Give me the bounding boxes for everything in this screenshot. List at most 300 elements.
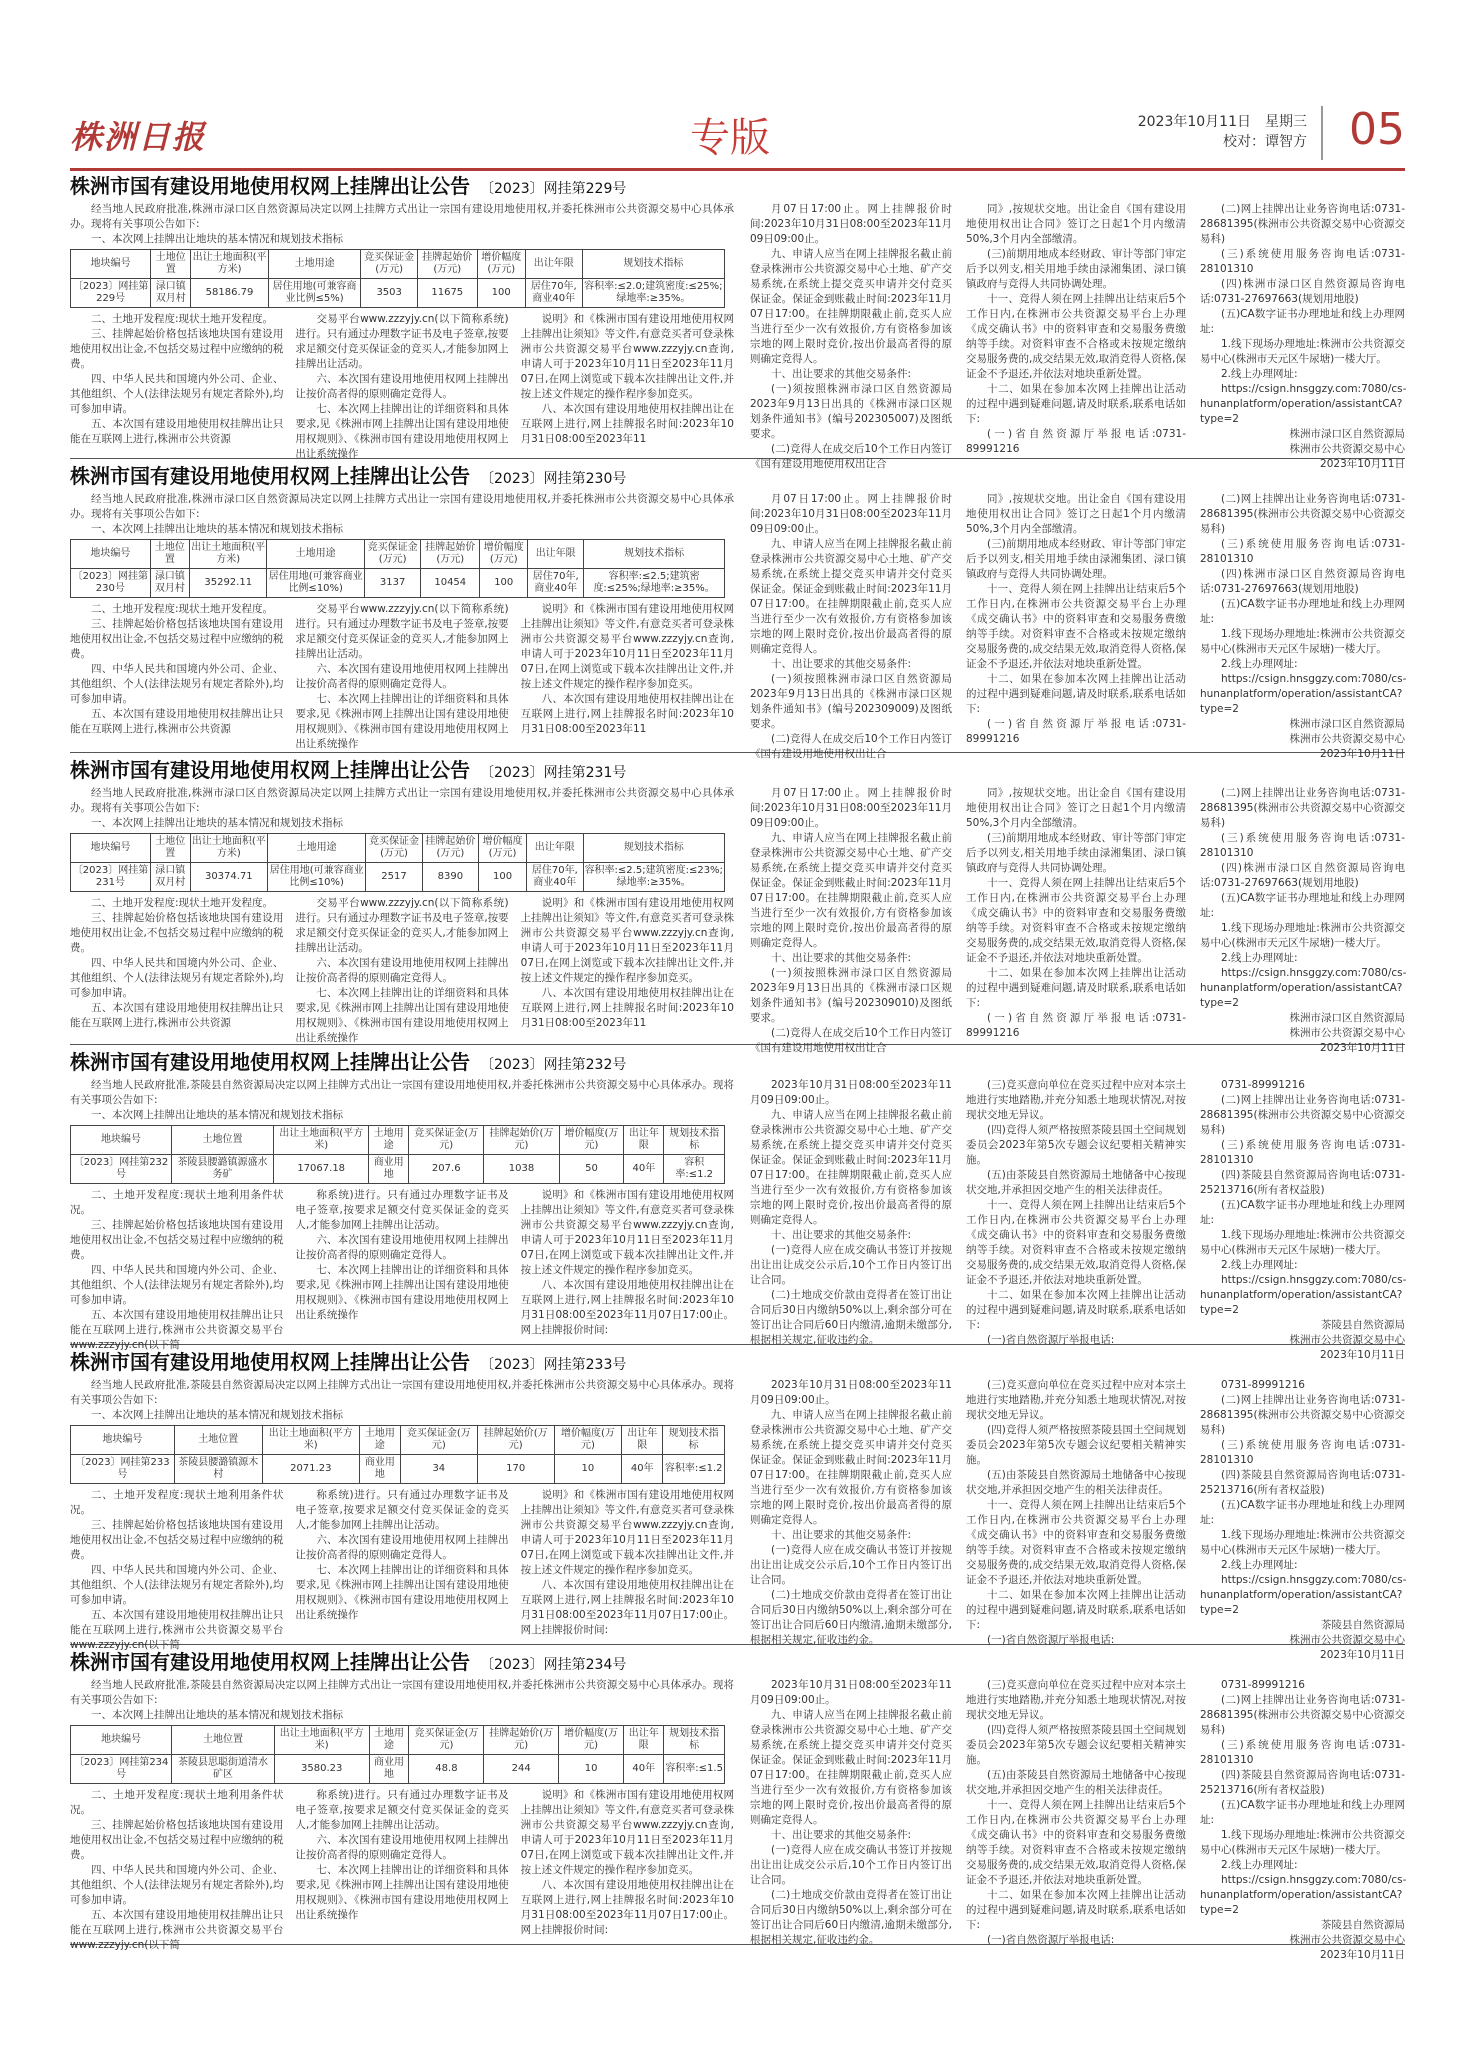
- notice-column-2: [750, 1378, 952, 1646]
- paragraph: 称系统)进行。只有通过办理数字证书及电子签章,按要求足额交付竞买保证金的竞买人,才能参加网上挂牌出让活动。: [295, 1489, 509, 1531]
- paragraph: 二、土地开发程度:现状土地利用条件状况。: [70, 1489, 284, 1516]
- table-cell: 58186.79: [191, 279, 269, 308]
- paragraph: 五、本次国有建设用地使用权挂牌出让只能在互联网上进行,株洲市公共资源: [70, 418, 284, 445]
- notice-intro: 经当地人民政府批准,株洲市渌口区自然资源局决定以网上挂牌方式出让一宗国有建设用地使用权,并委托株洲市公共资源交易中心具体承办。现将有关事项公告如下:: [70, 787, 734, 814]
- table-cell: 居住70年,商业40年: [525, 279, 582, 308]
- paragraph: 交易平台www.zzzyjy.cn(以下简称系统)进行。只有通过办理数字证书及电子签章,按要求足额交付竞买保证金的竞买人,才能参加网上挂牌出让活动。: [295, 897, 509, 954]
- notice-column-3: [966, 1078, 1187, 1346]
- paragraph: 说明》和《株洲市国有建设用地使用权网上挂牌出让须知》等文件,有意竞买者可登录株洲市公共资源交易平台www.zzzyjy.cn查询,申请人可于2023年10月11日至2023年11月07日,在网上浏览或下载本次挂牌出让文件,并按上述文件规定的操作程序参加竞买。: [520, 1789, 734, 1876]
- table-caption: 一、本次网上挂牌出让地块的基本情况和规划技术指标: [91, 817, 343, 829]
- paragraph: 十、出让要求的其他交易条件:: [771, 658, 912, 670]
- notice-column-4: [1200, 786, 1407, 1054]
- paragraph: (一)竞得人应在成交确认书签订并按规出让出让成交公示后,10个工作日内签订出让合同。: [750, 1844, 952, 1886]
- table-header-cell: 出让年限: [528, 540, 584, 569]
- table-cell: 商业用地: [369, 1155, 409, 1184]
- masthead-divider: [1321, 106, 1323, 160]
- table-cell: 茶陵县腰潞镇源木村: [174, 1455, 262, 1484]
- table-cell: 35292.11: [190, 569, 267, 598]
- table-header-cell: 规划技术指标: [583, 834, 725, 863]
- paragraph: (五)CA数字证书办理地址和线上办理网址:: [1200, 1199, 1405, 1226]
- table-cell: 30374.71: [190, 863, 267, 892]
- subcolumn-right: [521, 1488, 734, 1653]
- paragraph: 1.线下现场办理地址:株洲市公共资源交易中心(株洲市天元区牛尿塘)一楼大厅。: [1200, 628, 1405, 655]
- paragraph: 二、土地开发程度:现状土地开发程度。: [91, 897, 274, 909]
- paragraph: (一)省自然资源厅举报电话:0731-89991216: [966, 718, 1186, 745]
- table-cell: 居住70年,商业40年: [528, 569, 584, 598]
- notice-230: [70, 462, 1407, 760]
- table-cell: 容积率:≤1.2: [663, 1455, 725, 1484]
- table-header-cell: 出让年限: [624, 1726, 664, 1755]
- table-cell: 〔2023〕网挂第229号: [71, 279, 151, 308]
- paragraph: 五、本次国有建设用地使用权挂牌出让只能在互联网上进行,株洲市公共资源交易平台www.zzzyjy.cn(以下简: [70, 1909, 284, 1951]
- signature-date: 2023年10月11日: [1320, 1042, 1405, 1054]
- table-row: [71, 1155, 725, 1184]
- table-header-cell: 地块编号: [71, 250, 151, 279]
- table-row: [71, 279, 725, 308]
- table-cell: 100: [479, 863, 527, 892]
- paragraph: 六、本次国有建设用地使用权网上挂牌出让按价高者得的原则确定竞得人。: [295, 663, 509, 690]
- notice-number: 〔2023〕网挂第229号: [480, 181, 627, 197]
- land-parcel-table: [70, 1125, 725, 1184]
- notice-column-2: [750, 1678, 952, 1946]
- paragraph: 称系统)进行。只有通过办理数字证书及电子签章,按要求足额交付竞买保证金的竞买人,才能参加网上挂牌出让活动。: [295, 1789, 509, 1831]
- table-header-cell: 挂牌起始价(万元): [417, 250, 477, 279]
- paragraph: (二)竞得人在成交后10个工作日内签订《国有建设用地使用权出让合: [750, 443, 952, 470]
- table-cell: 容积率:≤2.5;建筑密度:≤25%;绿地率:≥35%。: [584, 569, 725, 598]
- signature-issuer: 茶陵县自然资源局: [1321, 1619, 1405, 1631]
- table-header-cell: 出让年限: [527, 834, 583, 863]
- signature-date: 2023年10月11日: [1320, 1949, 1405, 1961]
- table-caption: 一、本次网上挂牌出让地块的基本情况和规划技术指标: [91, 233, 343, 245]
- table-cell: 容积率:≤2.0;建筑密度:≤25%;绿地率:≥35%。: [582, 279, 724, 308]
- table-cell: 40年: [624, 1755, 664, 1784]
- paragraph: (四)株洲市渌口区自然资源局咨询电话:0731-27697663(规划用地股): [1200, 862, 1405, 889]
- notice-title-text: 株洲市国有建设用地使用权网上挂牌出让公告: [70, 1650, 470, 1674]
- notice-subcolumns: [70, 312, 734, 462]
- table-cell: 100: [477, 279, 525, 308]
- notice-column-4: [1200, 202, 1407, 470]
- subcolumn-right: [521, 1188, 734, 1353]
- paragraph: https://csign.hnsggzy.com:7080/cs-hunanplatform/operation/assistantCA?type=2: [1200, 967, 1407, 1009]
- notice-intro: 经当地人民政府批准,茶陵县自然资源局决定以网上挂牌方式出让一宗国有建设用地使用权,并委托株洲市公共资源交易中心具体承办。现将有关事项公告如下:: [70, 1079, 734, 1106]
- notice-intro: 经当地人民政府批准,茶陵县自然资源局决定以网上挂牌方式出让一宗国有建设用地使用权,并委托株洲市公共资源交易中心具体承办。现将有关事项公告如下:: [70, 1679, 734, 1706]
- paragraph: (二)土地成交价款由竞得者在签订出让合同后30日内缴纳50%以上,剩余部分可在签订出让合同后60日内缴清,逾期未缴部分,根据相关规定,征收违约金。: [750, 1889, 952, 1946]
- paragraph: 说明》和《株洲市国有建设用地使用权网上挂牌出让须知》等文件,有意竞买者可登录株洲市公共资源交易平台www.zzzyjy.cn查询,申请人可于2023年10月11日至2023年11月07日,在网上浏览或下载本次挂牌出让文件,并按上述文件规定的操作程序参加竞买。: [520, 1189, 734, 1276]
- table-cell: 11675: [417, 279, 477, 308]
- land-parcel-table: [70, 249, 725, 308]
- signature-center: 株洲市公共资源交易中心: [1289, 1934, 1405, 1946]
- paragraph: 五、本次国有建设用地使用权挂牌出让只能在互联网上进行,株洲市公共资源: [70, 1002, 284, 1029]
- paragraph: (一)省自然资源厅举报电话:0731-89991216: [966, 428, 1186, 455]
- table-cell: 40年: [624, 1155, 664, 1184]
- table-caption: 一、本次网上挂牌出让地块的基本情况和规划技术指标: [91, 1109, 343, 1121]
- paragraph: 说明》和《株洲市国有建设用地使用权网上挂牌出让须知》等文件,有意竞买者可登录株洲市公共资源交易平台www.zzzyjy.cn查询,申请人可于2023年10月11日至2023年11月07日,在网上浏览或下载本次挂牌出让文件,并按上述文件规定的操作程序参加竞买。: [520, 897, 734, 984]
- paragraph: 六、本次国有建设用地使用权网上挂牌出让按价高者得的原则确定竞得人。: [295, 1234, 509, 1261]
- paragraph: 九、申请人应当在网上挂牌报名截止前登录株洲市公共资源交易中心土地、矿产交易系统,在系统上提交竞买申请并交付竞买保证金。保证金到账截止时间:2023年11月07日17:00。在挂牌期限截止前,竞买人应当进行至少一次有效报价,方有资格参加该宗地的网上限时竞价,按出价最高者得的原则确定竞得人。: [750, 832, 952, 949]
- table-header-cell: 出让年限: [622, 1426, 663, 1455]
- paragraph: 2023年10月31日08:00至2023年11月09日09:00止。: [750, 1679, 952, 1706]
- table-cell: 10: [559, 1755, 624, 1784]
- table-header-cell: 竞买保证金(万元): [409, 1126, 484, 1155]
- notice-233: [70, 1348, 1407, 1661]
- paragraph: (三)系统使用服务咨询电话:0731-28101310: [1200, 832, 1405, 859]
- paragraph: (三)前期用地成本经财政、审计等部门审定后予以列支,相关用地手续由渌湘集团、渌口镇镇政府与竞得人共同协调处理。: [966, 832, 1186, 874]
- table-header-cell: 增价幅度(万元): [559, 1126, 624, 1155]
- table-header-cell: 出让土地面积(平方米): [190, 540, 267, 569]
- paragraph: (一)竞得人应在成交确认书签订并按规出让出让成交公示后,10个工作日内签订出让合同。: [750, 1544, 952, 1586]
- table-header-cell: 挂牌起始价(万元): [422, 834, 478, 863]
- paragraph: 十一、竞得人须在网上挂牌出让结束后5个工作日内,在株洲市公共资源交易平台上办理《成交确认书》中的资料审查和交易服务费缴纳等手续。对资料审查不合格或未按规定缴纳交易服务费的,成交结果无效,取消竞得人资格,保证金不予退还,并依法对地块重新处置。: [966, 1799, 1187, 1886]
- paragraph: (五)CA数字证书办理地址和线上办理网址:: [1200, 892, 1405, 919]
- notice-subcolumns: [70, 602, 734, 752]
- paragraph: 八、本次国有建设用地使用权挂牌出让在互联网上进行,网上挂牌报名时间:2023年10月31日08:00至2023年11月07日17:00止。网上挂牌报价时间:: [520, 1279, 734, 1336]
- subcolumn-middle: [295, 1488, 508, 1653]
- signature-issuer: 株洲市渌口区自然资源局: [1289, 1012, 1405, 1024]
- paragraph: 四、中华人民共和国境内外公司、企业、其他组织、个人(法律法规另有规定者除外),均可参加申请。: [70, 373, 284, 415]
- signature-issuer: 茶陵县自然资源局: [1321, 1319, 1405, 1331]
- paragraph: 交易平台www.zzzyjy.cn(以下简称系统)进行。只有通过办理数字证书及电子签章,按要求足额交付竞买保证金的竞买人,才能参加网上挂牌出让活动。: [295, 603, 509, 660]
- table-cell: 渌口镇双月村: [150, 863, 190, 892]
- paragraph: 0731-89991216: [1221, 1079, 1305, 1091]
- subcolumn-left: [70, 1488, 283, 1653]
- paragraph: 四、中华人民共和国境内外公司、企业、其他组织、个人(法律法规另有规定者除外),均可参加申请。: [70, 1264, 284, 1306]
- subcolumn-right: [521, 896, 734, 1046]
- paragraph: (四)竞得人须严格按照茶陵县国土空间规划委员会2023年第5次专题会议纪要相关精神实施。: [966, 1724, 1186, 1766]
- notice-title: [70, 462, 1405, 490]
- table-caption: 一、本次网上挂牌出让地块的基本情况和规划技术指标: [91, 1709, 343, 1721]
- paragraph: 十一、竞得人须在网上挂牌出让结束后5个工作日内,在株洲市公共资源交易平台上办理《成交确认书》中的资料审查和交易服务费缴纳等手续。对资料审查不合格或未按规定缴纳交易服务费的,成交结果无效,取消竞得人资格,保证金不予退还,并依法对地块重新处置。: [966, 877, 1187, 964]
- paragraph: 四、中华人民共和国境内外公司、企业、其他组织、个人(法律法规另有规定者除外),均可参加申请。: [70, 663, 284, 705]
- notice-number: 〔2023〕网挂第230号: [480, 471, 627, 487]
- table-cell: 容积率:≤1.5: [664, 1755, 725, 1784]
- table-cell: 容积率:≤1.2: [664, 1155, 725, 1184]
- signature-date: 2023年10月11日: [1320, 458, 1405, 470]
- table-cell: 207.6: [409, 1155, 484, 1184]
- table-cell: 茶陵县思聪街道清水矿区: [172, 1755, 274, 1784]
- notice-column-4: [1200, 1678, 1407, 1961]
- paragraph: (一)须按照株洲市渌口区自然资源局2023年9月13日出具的《株洲市渌口区规划条件通知书》(编号202309010)及图纸要求。: [750, 967, 952, 1024]
- paragraph: 六、本次国有建设用地使用权网上挂牌出让按价高者得的原则确定竞得人。: [295, 1534, 509, 1561]
- paragraph: 九、申请人应当在网上挂牌报名截止前登录株洲市公共资源交易中心土地、矿产交易系统,在系统上提交竞买申请并交付竞买保证金。保证金到账截止时间:2023年11月07日17:00。在挂牌期限截止前,竞买人应当进行至少一次有效报价,方有资格参加该宗地的网上限时竞价,按出价最高者得的原则确定竞得人。: [750, 1709, 952, 1826]
- paragraph: 称系统)进行。只有通过办理数字证书及电子签章,按要求足额交付竞买保证金的竞买人,才能参加网上挂牌出让活动。: [295, 1189, 509, 1231]
- table-cell: 〔2023〕网挂第234号: [71, 1755, 172, 1784]
- table-header-cell: 土地用途: [268, 250, 360, 279]
- table-header-cell: 出让土地面积(平方米): [190, 834, 267, 863]
- table-header-cell: 地块编号: [71, 1426, 175, 1455]
- paragraph: (一)竞得人应在成交确认书签订并按规出让出让成交公示后,10个工作日内签订出让合同。: [750, 1244, 952, 1286]
- paragraph: 七、本次网上挂牌出让的详细资料和具体要求,见《株洲市网上挂牌出让国有建设用地使用权规则》、《株洲市国有建设用地使用权网上出让系统操作: [295, 1864, 509, 1921]
- table-cell: 居住用地(可兼容商业比例≤10%): [267, 569, 365, 598]
- table-cell: 17067.18: [274, 1155, 369, 1184]
- notice-column-3: [966, 1378, 1187, 1646]
- table-header-cell: 土地位置: [174, 1426, 262, 1455]
- paragraph: 1.线下现场办理地址:株洲市公共资源交易中心(株洲市天元区牛尿塘)一楼大厅。: [1200, 1229, 1405, 1256]
- paragraph: (二)土地成交价款由竞得者在签订出让合同后30日内缴纳50%以上,剩余部分可在签订出让合同后60日内缴清,逾期未缴部分,根据相关规定,征收违约金。: [750, 1289, 952, 1346]
- notice-234: [70, 1648, 1407, 1961]
- notice-column-2: [750, 202, 952, 470]
- table-cell: 〔2023〕网挂第231号: [71, 863, 151, 892]
- table-cell: 茶陵县腰潞镇源盛水务矿: [172, 1155, 274, 1184]
- table-row: [71, 1455, 725, 1484]
- notice-title: [70, 1348, 1405, 1376]
- subcolumn-middle: [295, 602, 508, 752]
- table-caption: 一、本次网上挂牌出让地块的基本情况和规划技术指标: [91, 1409, 343, 1421]
- paragraph: (二)网上挂牌出让业务咨询电话:0731-28681395(株洲市公共资源交易中心资源交易科): [1200, 1094, 1405, 1136]
- table-cell: 170: [477, 1455, 554, 1484]
- paragraph: 月07日17:00止。网上挂牌报价时间:2023年10月31日08:00至2023年11月09日09:00止。: [750, 493, 952, 535]
- table-cell: 40年: [622, 1455, 663, 1484]
- notice-title-text: 株洲市国有建设用地使用权网上挂牌出让公告: [70, 174, 470, 198]
- table-header-cell: 规划技术指标: [663, 1426, 725, 1455]
- paragraph: 十二、如果在参加本次网上挂牌出让活动的过程中遇到疑难问题,请及时联系,联系电话如下:: [966, 1889, 1186, 1931]
- table-header-cell: 土地用途: [369, 1126, 409, 1155]
- paragraph: 四、中华人民共和国境内外公司、企业、其他组织、个人(法律法规另有规定者除外),均可参加申请。: [70, 1864, 284, 1906]
- paragraph: (五)由茶陵县自然资源局土地储备中心按现状交地,并承担因交地产生的相关法律责任。: [966, 1769, 1186, 1796]
- paragraph: 说明》和《株洲市国有建设用地使用权网上挂牌出让须知》等文件,有意竞买者可登录株洲市公共资源交易平台www.zzzyjy.cn查询,申请人可于2023年10月11日至2023年11月07日,在网上浏览或下载本次挂牌出让文件,并按上述文件规定的操作程序参加竞买。: [520, 603, 734, 690]
- table-cell: 居住用地(可兼容商业比例≤5%): [268, 279, 360, 308]
- notice-229: [70, 172, 1407, 470]
- signature-center: 株洲市公共资源交易中心: [1289, 443, 1405, 455]
- notice-title: [70, 1648, 1405, 1676]
- table-header-cell: 出让土地面积(平方米): [274, 1126, 369, 1155]
- subcolumn-left: [70, 602, 283, 752]
- paragraph: (四)茶陵县自然资源局咨询电话:0731-25213716(所有者权益股): [1200, 1469, 1405, 1496]
- paragraph: (二)网上挂牌出让业务咨询电话:0731-28681395(株洲市公共资源交易中心资源交易科): [1200, 1394, 1405, 1436]
- land-parcel-table: [70, 1725, 725, 1784]
- notice-subcolumns: [70, 896, 734, 1046]
- paragraph: 2023年10月31日08:00至2023年11月09日09:00止。: [750, 1379, 952, 1406]
- table-cell: 244: [484, 1755, 559, 1784]
- land-parcel-table: [70, 539, 725, 598]
- paragraph: 1.线下现场办理地址:株洲市公共资源交易中心(株洲市天元区牛尿塘)一楼大厅。: [1200, 338, 1405, 365]
- paragraph: (三)竞买意向单位在竞买过程中应对本宗土地进行实地踏勘,并充分知悉土地现状情况,对按现状交地无异议。: [966, 1679, 1186, 1721]
- table-header-cell: 土地用途: [359, 1426, 400, 1455]
- paragraph: 十、出让要求的其他交易条件:: [771, 368, 912, 380]
- notice-column-1: [70, 202, 734, 460]
- paragraph: (三)前期用地成本经财政、审计等部门审定后予以列支,相关用地手续由渌湘集团、渌口镇镇政府与竞得人共同协调处理。: [966, 538, 1186, 580]
- table-header-cell: 出让土地面积(平方米): [191, 250, 269, 279]
- table-cell: 渌口镇双月村: [150, 569, 189, 598]
- paragraph: (二)网上挂牌出让业务咨询电话:0731-28681395(株洲市公共资源交易中心资源交易科): [1200, 203, 1405, 245]
- paragraph: 十二、如果在参加本次网上挂牌出让活动的过程中遇到疑难问题,请及时联系,联系电话如下:: [966, 1589, 1186, 1631]
- paragraph: (三)竞买意向单位在竞买过程中应对本宗土地进行实地踏勘,并充分知悉土地现状情况,对按现状交地无异议。: [966, 1379, 1186, 1421]
- table-header-cell: 土地位置: [172, 1126, 274, 1155]
- table-cell: 50: [559, 1155, 624, 1184]
- notice-column-4: [1200, 492, 1407, 760]
- paragraph: 同》,按规状交地。出让金自《国有建设用地使用权出让合同》签订之日起1个月内缴清50%,3个月内全部缴清。: [966, 203, 1186, 245]
- table-header-cell: 土地位置: [151, 250, 191, 279]
- table-header-cell: 增价幅度(万元): [477, 250, 525, 279]
- paragraph: 七、本次网上挂牌出让的详细资料和具体要求,见《株洲市网上挂牌出让国有建设用地使用权规则》、《株洲市国有建设用地使用权网上出让系统操作: [295, 1564, 509, 1621]
- table-cell: 1038: [484, 1155, 559, 1184]
- table-header-cell: 地块编号: [71, 1726, 172, 1755]
- notice-column-1: [70, 1678, 734, 1951]
- table-header-cell: 土地位置: [172, 1726, 274, 1755]
- table-header-cell: 增价幅度(万元): [480, 540, 528, 569]
- table-header-cell: 出让年限: [525, 250, 582, 279]
- paragraph: 十一、竞得人须在网上挂牌出让结束后5个工作日内,在株洲市公共资源交易平台上办理《成交确认书》中的资料审查和交易服务费缴纳等手续。对资料审查不合格或未按规定缴纳交易服务费的,成交结果无效,取消竞得人资格,保证金不予退还,并依法对地块重新处置。: [966, 293, 1187, 380]
- notice-title: [70, 1048, 1405, 1076]
- paragraph: 1.线下现场办理地址:株洲市公共资源交易中心(株洲市天元区牛尿塘)一楼大厅。: [1200, 922, 1405, 949]
- notice-column-1: [70, 1078, 734, 1351]
- paragraph: 交易平台www.zzzyjy.cn(以下简称系统)进行。只有通过办理数字证书及电子签章,按要求足额交付竞买保证金的竞买人,才能参加网上挂牌出让活动。: [295, 313, 509, 370]
- table-header-cell: 土地用途: [268, 834, 366, 863]
- paragraph: (三)系统使用服务咨询电话:0731-28101310: [1200, 1439, 1405, 1466]
- paragraph: (三)系统使用服务咨询电话:0731-28101310: [1200, 538, 1405, 565]
- paragraph: 月07日17:00止。网上挂牌报价时间:2023年10月31日08:00至2023年11月09日09:00止。: [750, 203, 952, 245]
- table-header-row: [71, 250, 725, 279]
- paragraph: (四)茶陵县自然资源局咨询电话:0731-25213716(所有者权益股): [1200, 1769, 1405, 1796]
- table-header-cell: 增价幅度(万元): [554, 1426, 621, 1455]
- paragraph: (二)竞得人在成交后10个工作日内签订《国有建设用地使用权出让合: [750, 1027, 952, 1054]
- paragraph: 十、出让要求的其他交易条件:: [771, 1529, 912, 1541]
- notice-intro: 经当地人民政府批准,株洲市渌口区自然资源局决定以网上挂牌方式出让一宗国有建设用地使用权,并委托株洲市公共资源交易中心具体承办。现将有关事项公告如下:: [70, 203, 734, 230]
- paragraph: 十二、如果在参加本次网上挂牌出让活动的过程中遇到疑难问题,请及时联系,联系电话如下:: [966, 1289, 1186, 1331]
- paragraph: (四)株洲市渌口区自然资源局咨询电话:0731-27697663(规划用地股): [1200, 278, 1405, 305]
- paragraph: (一)省自然资源厅举报电话:: [987, 1334, 1115, 1346]
- subcolumn-middle: [295, 312, 508, 462]
- notice-title-text: 株洲市国有建设用地使用权网上挂牌出让公告: [70, 1050, 470, 1074]
- paragraph: (三)前期用地成本经财政、审计等部门审定后予以列支,相关用地手续由渌湘集团、渌口镇镇政府与竞得人共同协调处理。: [966, 248, 1186, 290]
- paragraph: https://csign.hnsggzy.com:7080/cs-hunanplatform/operation/assistantCA?type=2: [1200, 673, 1407, 715]
- paragraph: 2.线上办理网址:: [1221, 1559, 1298, 1571]
- paragraph: (二)网上挂牌出让业务咨询电话:0731-28681395(株洲市公共资源交易中心资源交易科): [1200, 787, 1405, 829]
- notice-column-3: [966, 1678, 1187, 1946]
- paragraph: 十二、如果在参加本次网上挂牌出让活动的过程中遇到疑难问题,请及时联系,联系电话如下:: [966, 383, 1186, 425]
- paragraph: 五、本次国有建设用地使用权挂牌出让只能在互联网上进行,株洲市公共资源交易平台www.zzzyjy.cn(以下简: [70, 1609, 284, 1651]
- table-header-cell: 出让土地面积(平方米): [262, 1426, 359, 1455]
- paragraph: 六、本次国有建设用地使用权网上挂牌出让按价高者得的原则确定竞得人。: [295, 373, 509, 400]
- table-cell: 〔2023〕网挂第233号: [71, 1455, 175, 1484]
- paragraph: (一)省自然资源厅举报电话:: [987, 1634, 1115, 1646]
- signature-issuer: 茶陵县自然资源局: [1321, 1919, 1405, 1931]
- signature-issuer: 株洲市渌口区自然资源局: [1289, 428, 1405, 440]
- notice-column-2: [750, 1078, 952, 1346]
- table-cell: 10454: [421, 569, 480, 598]
- signature-center: 株洲市公共资源交易中心: [1289, 733, 1405, 745]
- paragraph: 0731-89991216: [1221, 1679, 1305, 1691]
- notice-number: 〔2023〕网挂第231号: [480, 765, 627, 781]
- notice-intro: 经当地人民政府批准,株洲市渌口区自然资源局决定以网上挂牌方式出让一宗国有建设用地使用权,并委托株洲市公共资源交易中心具体承办。现将有关事项公告如下:: [70, 493, 734, 520]
- paragraph: (三)系统使用服务咨询电话:0731-28101310: [1200, 1139, 1405, 1166]
- paragraph: 三、挂牌起始价格包括该地块国有建设用地使用权出让金,不包括交易过程中应缴纳的税费。: [70, 912, 284, 954]
- signature-date: 2023年10月11日: [1320, 748, 1405, 760]
- paragraph: (二)网上挂牌出让业务咨询电话:0731-28681395(株洲市公共资源交易中心资源交易科): [1200, 493, 1405, 535]
- paragraph: 二、土地开发程度:现状土地开发程度。: [91, 603, 274, 615]
- paragraph: (三)系统使用服务咨询电话:0731-28101310: [1200, 1739, 1405, 1766]
- paragraph: 同》,按规状交地。出让金自《国有建设用地使用权出让合同》签订之日起1个月内缴清50%,3个月内全部缴清。: [966, 493, 1186, 535]
- paragraph: 三、挂牌起始价格包括该地块国有建设用地使用权出让金,不包括交易过程中应缴纳的税费。: [70, 1219, 284, 1261]
- paragraph: 十一、竞得人须在网上挂牌出让结束后5个工作日内,在株洲市公共资源交易平台上办理《成交确认书》中的资料审查和交易服务费缴纳等手续。对资料审查不合格或未按规定缴纳交易服务费的,成交结果无效,取消竞得人资格,保证金不予退还,并依法对地块重新处置。: [966, 583, 1187, 670]
- paragraph: 2023年10月31日08:00至2023年11月09日09:00止。: [750, 1079, 952, 1106]
- table-cell: 34: [400, 1455, 477, 1484]
- paragraph: 二、土地开发程度:现状土地利用条件状况。: [70, 1189, 284, 1216]
- table-cell: 渌口镇双月村: [151, 279, 191, 308]
- paragraph: 六、本次国有建设用地使用权网上挂牌出让按价高者得的原则确定竞得人。: [295, 957, 509, 984]
- table-header-cell: 规划技术指标: [582, 250, 724, 279]
- proofreader: 校对：谭智方: [1223, 134, 1307, 150]
- paragraph: 二、土地开发程度:现状土地利用条件状况。: [70, 1789, 284, 1816]
- paragraph: 十、出让要求的其他交易条件:: [771, 1229, 912, 1241]
- table-caption: 一、本次网上挂牌出让地块的基本情况和规划技术指标: [91, 523, 343, 535]
- paragraph: 1.线下现场办理地址:株洲市公共资源交易中心(株洲市天元区牛尿塘)一楼大厅。: [1200, 1529, 1405, 1556]
- paragraph: 2.线上办理网址:: [1221, 1259, 1298, 1271]
- paragraph: (五)CA数字证书办理地址和线上办理网址:: [1200, 1799, 1405, 1826]
- paragraph: 三、挂牌起始价格包括该地块国有建设用地使用权出让金,不包括交易过程中应缴纳的税费。: [70, 1819, 284, 1861]
- newspaper-logo: 株洲日报: [70, 118, 207, 156]
- paragraph: (五)CA数字证书办理地址和线上办理网址:: [1200, 1499, 1405, 1526]
- section-title: 专版: [690, 115, 770, 161]
- paragraph: 九、申请人应当在网上挂牌报名截止前登录株洲市公共资源交易中心土地、矿产交易系统,在系统上提交竞买申请并交付竞买保证金。保证金到账截止时间:2023年11月07日17:00。在挂牌期限截止前,竞买人应当进行至少一次有效报价,方有资格参加该宗地的网上限时竞价,按出价最高者得的原则确定竞得人。: [750, 538, 952, 655]
- paragraph: https://csign.hnsggzy.com:7080/cs-hunanplatform/operation/assistantCA?type=2: [1200, 1874, 1407, 1916]
- paragraph: (四)竞得人须严格按照茶陵县国土空间规划委员会2023年第5次专题会议纪要相关精神实施。: [966, 1424, 1186, 1466]
- signature-date: 2023年10月11日: [1320, 1349, 1405, 1361]
- subcolumn-right: [521, 602, 734, 752]
- notice-number: 〔2023〕网挂第232号: [480, 1057, 627, 1073]
- table-cell: 3580.23: [274, 1755, 369, 1784]
- table-cell: 10: [554, 1455, 621, 1484]
- paragraph: 十二、如果在参加本次网上挂牌出让活动的过程中遇到疑难问题,请及时联系,联系电话如下:: [966, 967, 1186, 1009]
- table-cell: 商业用地: [369, 1755, 409, 1784]
- table-header-cell: 挂牌起始价(万元): [484, 1126, 559, 1155]
- table-row: [71, 569, 725, 598]
- paragraph: 1.线下现场办理地址:株洲市公共资源交易中心(株洲市天元区牛尿塘)一楼大厅。: [1200, 1829, 1405, 1856]
- issue-info: [1138, 112, 1307, 152]
- subcolumn-left: [70, 1788, 283, 1953]
- table-header-cell: 土地用途: [267, 540, 365, 569]
- subcolumn-left: [70, 1188, 283, 1353]
- paragraph: 月07日17:00止。网上挂牌报价时间:2023年10月31日08:00至2023年11月09日09:00止。: [750, 787, 952, 829]
- notice-title-text: 株洲市国有建设用地使用权网上挂牌出让公告: [70, 464, 470, 488]
- table-cell: 2517: [366, 863, 422, 892]
- notice-number: 〔2023〕网挂第233号: [480, 1357, 627, 1373]
- paragraph: 八、本次国有建设用地使用权挂牌出让在互联网上进行,网上挂牌报名时间:2023年10月31日08:00至2023年11月07日17:00止。网上挂牌报价时间:: [520, 1879, 734, 1936]
- paragraph: 2.线上办理网址:: [1221, 368, 1298, 380]
- paragraph: https://csign.hnsggzy.com:7080/cs-hunanplatform/operation/assistantCA?type=2: [1200, 383, 1407, 425]
- paragraph: 2.线上办理网址:: [1221, 952, 1298, 964]
- table-header-cell: 增价幅度(万元): [559, 1726, 624, 1755]
- notice-intro: 经当地人民政府批准,茶陵县自然资源局决定以网上挂牌方式出让一宗国有建设用地使用权,并委托株洲市公共资源交易中心具体承办。现将有关事项公告如下:: [70, 1379, 734, 1406]
- table-header-cell: 竞买保证金(万元): [361, 250, 418, 279]
- table-cell: 居住70年,商业40年: [527, 863, 583, 892]
- paragraph: (五)CA数字证书办理地址和线上办理网址:: [1200, 598, 1405, 625]
- signature-center: 株洲市公共资源交易中心: [1289, 1334, 1405, 1346]
- paragraph: https://csign.hnsggzy.com:7080/cs-hunanplatform/operation/assistantCA?type=2: [1200, 1274, 1407, 1316]
- table-header-cell: 挂牌起始价(万元): [484, 1726, 559, 1755]
- paragraph: 0731-89991216: [1221, 1379, 1305, 1391]
- notice-title-text: 株洲市国有建设用地使用权网上挂牌出让公告: [70, 758, 470, 782]
- subcolumn-left: [70, 312, 283, 462]
- table-header-row: [71, 1426, 725, 1455]
- subcolumn-right: [521, 312, 734, 462]
- table-header-cell: 竞买保证金(万元): [365, 540, 421, 569]
- table-cell: 3137: [365, 569, 421, 598]
- table-header-cell: 挂牌起始价(万元): [421, 540, 480, 569]
- table-cell: 〔2023〕网挂第230号: [71, 569, 151, 598]
- notice-column-3: [966, 202, 1186, 454]
- land-parcel-table: [70, 1425, 725, 1484]
- table-cell: 居住用地(可兼容商业比例≤10%): [268, 863, 366, 892]
- notice-title-text: 株洲市国有建设用地使用权网上挂牌出让公告: [70, 1350, 470, 1374]
- subcolumn-middle: [295, 896, 508, 1046]
- notice-subcolumns: [70, 1188, 734, 1353]
- table-cell: 8390: [422, 863, 478, 892]
- paragraph: 十一、竞得人须在网上挂牌出让结束后5个工作日内,在株洲市公共资源交易平台上办理《成交确认书》中的资料审查和交易服务费缴纳等手续。对资料审查不合格或未按规定缴纳交易服务费的,成交结果无效,取消竞得人资格,保证金不予退还,并依法对地块重新处置。: [966, 1199, 1187, 1286]
- paragraph: 五、本次国有建设用地使用权挂牌出让只能在互联网上进行,株洲市公共资源: [70, 708, 284, 735]
- notice-column-1: [70, 1378, 734, 1651]
- subcolumn-left: [70, 896, 283, 1046]
- paragraph: (四)株洲市渌口区自然资源局咨询电话:0731-27697663(规划用地股): [1200, 568, 1405, 595]
